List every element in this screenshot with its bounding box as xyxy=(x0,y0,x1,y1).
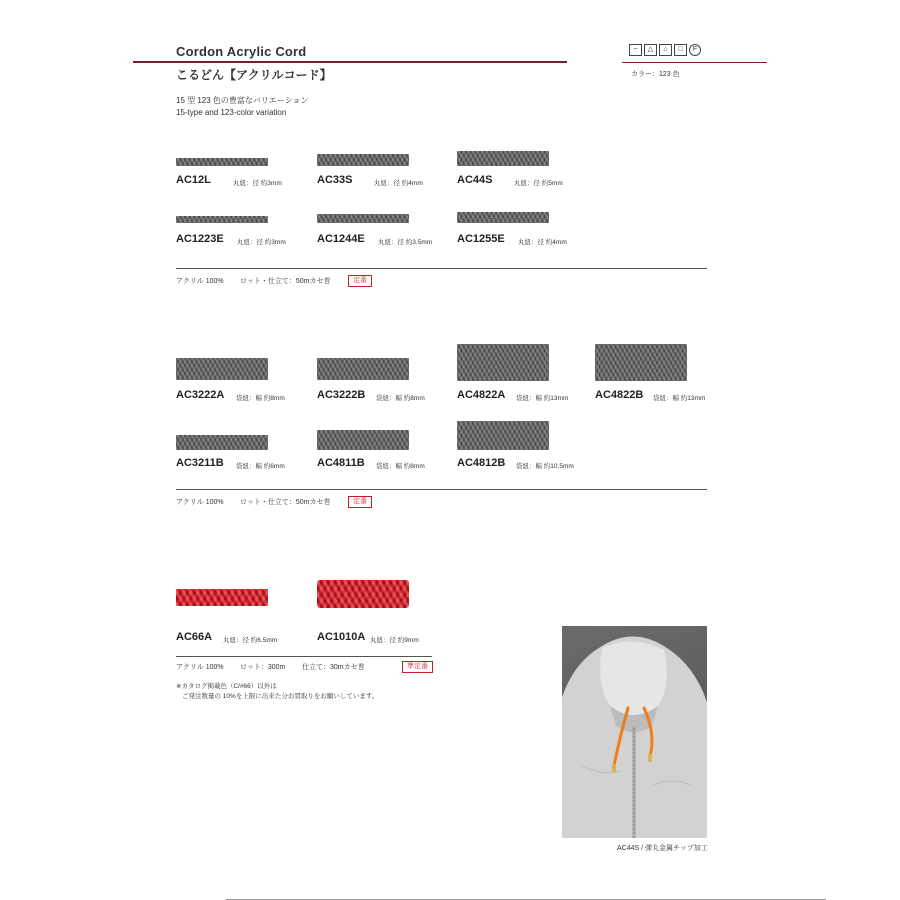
cord-swatch-ac66a xyxy=(176,589,268,606)
lot-label: ロット・仕立て：50mカセ巻 xyxy=(240,499,331,506)
product-code: AC4822A xyxy=(457,389,506,401)
cord-swatch-ac4811b xyxy=(317,430,409,450)
status-badge: 定番 xyxy=(348,275,372,287)
product-code: AC1244E xyxy=(317,233,365,245)
lot-label: ロット：300m xyxy=(240,664,286,671)
lot-label: ロット・仕立て：50mカセ巻 xyxy=(240,278,331,285)
finish-label: 仕立て：30mカセ巻 xyxy=(302,664,365,671)
product-code: AC3222A xyxy=(176,389,225,401)
f-circle-icon: F xyxy=(689,44,701,56)
product-spec: 袋紐：幅 約8mm xyxy=(376,463,425,470)
cord-swatch-ac3222b xyxy=(317,358,409,380)
section2-divider xyxy=(176,489,707,490)
material-label: アクリル 100% xyxy=(176,278,224,285)
cord-swatch-ac3222a xyxy=(176,358,268,380)
intro-english: 15-type and 123-color variation xyxy=(176,108,287,117)
product-spec: 袋紐：幅 約6mm xyxy=(236,463,285,470)
material-label: アクリル 100% xyxy=(176,664,224,671)
title-japanese: こるどん【アクリルコード】 xyxy=(176,68,332,82)
product-spec: 丸紐：径 約3mm xyxy=(233,180,282,187)
product-spec: 丸紐：径 約6.5mm xyxy=(223,637,278,644)
cord-swatch-ac1223e xyxy=(176,216,268,223)
product-spec: 丸紐：径 約4mm xyxy=(518,239,567,246)
product-code: AC4811B xyxy=(317,457,365,469)
dry-clean-icon: □ xyxy=(674,44,687,56)
product-spec: 丸紐：径 約5mm xyxy=(514,180,563,187)
photo-caption: AC44S / 弾丸金属チップ加工 xyxy=(617,845,708,852)
hoodie-illustration xyxy=(562,626,707,838)
product-spec: 袋紐：幅 約13mm xyxy=(516,395,569,402)
product-code: AC12L xyxy=(176,174,211,186)
cord-swatch-ac44s xyxy=(457,151,549,166)
note-line-1: ※カタログ掲載色（C/#66）以外は xyxy=(176,683,277,690)
title-rule xyxy=(133,61,567,63)
cord-swatch-ac3211b xyxy=(176,435,268,450)
cord-swatch-ac4822b xyxy=(595,344,687,381)
product-spec: 丸紐：径 約3.5mm xyxy=(378,239,433,246)
material-label: アクリル 100% xyxy=(176,499,224,506)
cord-swatch-ac4812b xyxy=(457,421,549,450)
product-spec: 丸紐：径 約3mm xyxy=(237,239,286,246)
care-icons xyxy=(629,44,701,56)
cord-swatch-ac12l xyxy=(176,158,268,166)
section3-divider xyxy=(176,656,432,657)
product-code: AC1223E xyxy=(176,233,224,245)
product-spec: 袋紐：幅 約8mm xyxy=(376,395,425,402)
status-badge: 定番 xyxy=(348,496,372,508)
product-photo xyxy=(562,626,707,838)
cord-swatch-ac1255e xyxy=(457,212,549,223)
product-code: AC4812B xyxy=(457,457,506,469)
cord-swatch-ac1010a xyxy=(317,580,409,608)
product-code: AC4822B xyxy=(595,389,644,401)
bleach-triangle-icon: △ xyxy=(644,44,657,56)
intro-japanese: 15 型 123 色の豊富なバリエーション xyxy=(176,96,309,105)
note-line-2: ご発注数量の 10%を上限に出来た分お買取りをお願いしています。 xyxy=(182,693,379,700)
product-code: AC1255E xyxy=(457,233,505,245)
iron-icon: ⌂ xyxy=(659,44,672,56)
title-english: Cordon Acrylic Cord xyxy=(176,44,307,59)
product-spec: 丸紐：径 約9mm xyxy=(370,637,419,644)
product-code: AC3211B xyxy=(176,457,224,469)
cord-swatch-ac33s xyxy=(317,154,409,166)
product-spec: 袋紐：幅 約13mm xyxy=(653,395,706,402)
color-count: カラー：123 色 xyxy=(631,71,680,78)
cord-swatch-ac1244e xyxy=(317,214,409,223)
product-spec: 袋紐：幅 約8mm xyxy=(236,395,285,402)
product-spec: 丸紐：径 約4mm xyxy=(374,180,423,187)
product-spec: 袋紐：幅 約10.5mm xyxy=(516,463,574,470)
cord-swatch-ac4822a xyxy=(457,344,549,381)
right-rule xyxy=(622,62,767,63)
section1-divider xyxy=(176,268,707,269)
status-badge: 準定番 xyxy=(402,661,433,673)
product-code: AC66A xyxy=(176,631,213,643)
wash-tub-icon: ~ xyxy=(629,44,642,56)
product-code: AC44S xyxy=(457,174,493,186)
product-code: AC3222B xyxy=(317,389,366,401)
product-code: AC33S xyxy=(317,174,353,186)
product-code: AC1010A xyxy=(317,631,366,643)
